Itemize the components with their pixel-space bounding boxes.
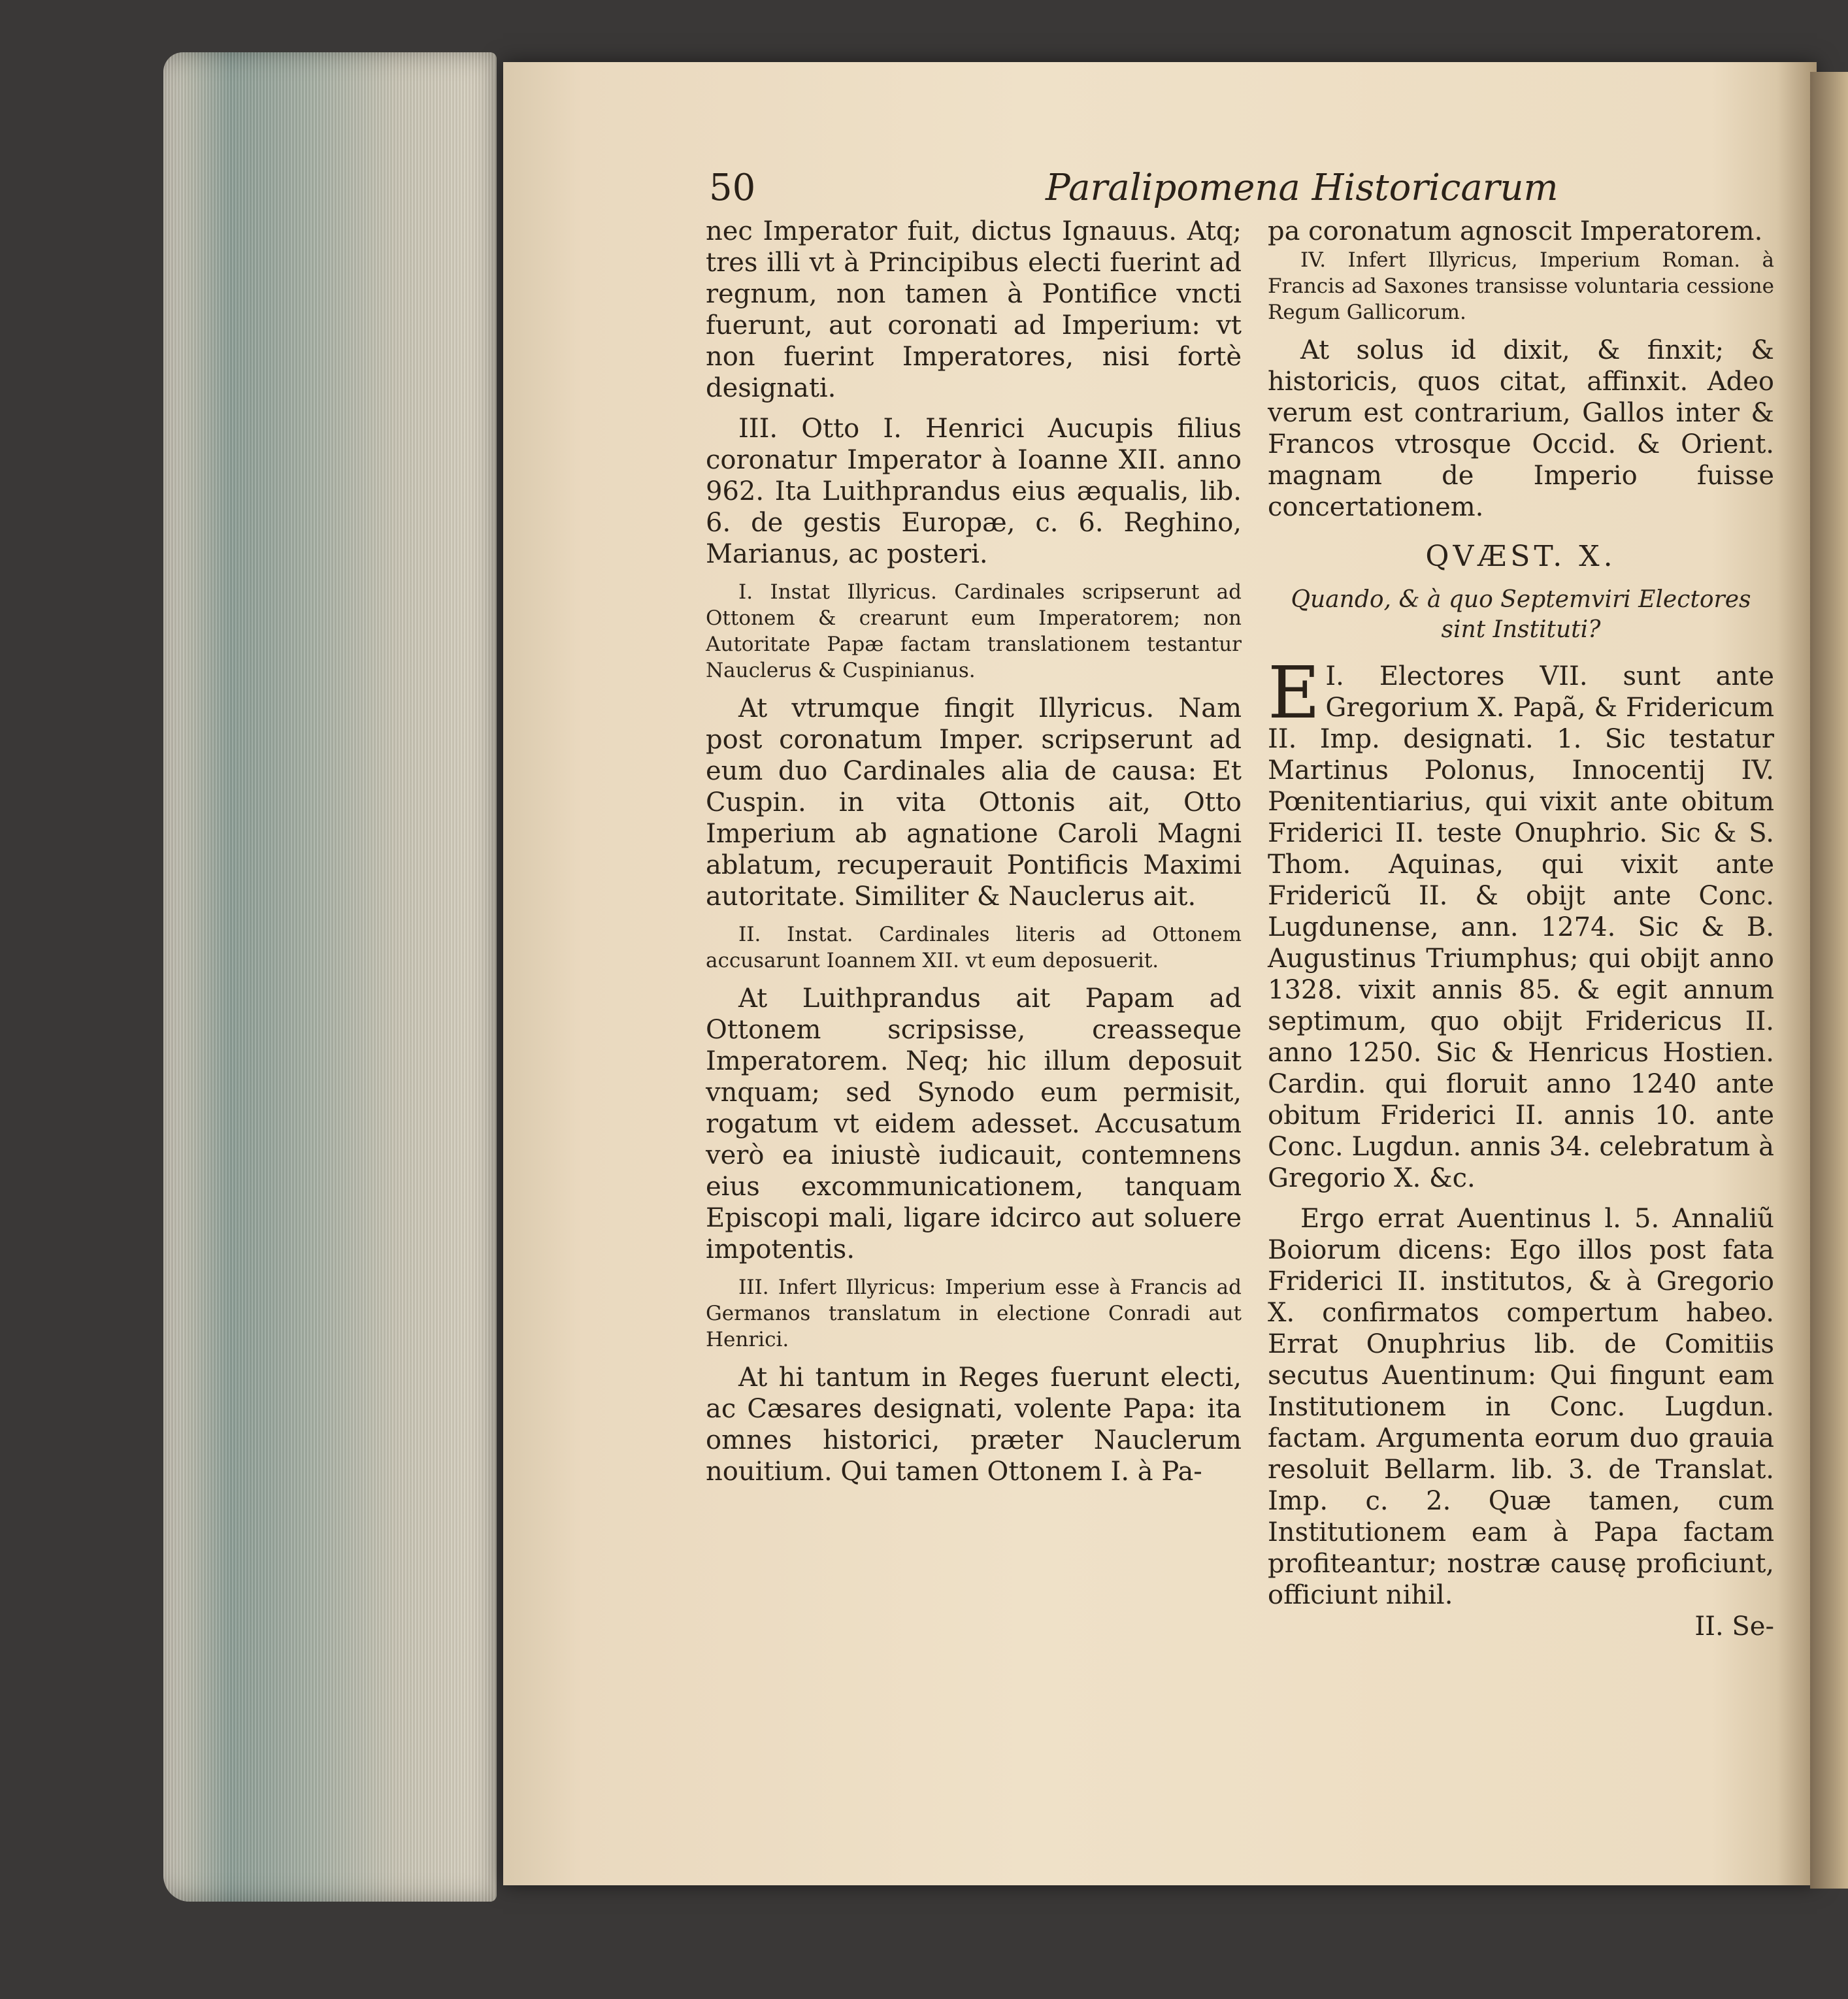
question-subheading: Quando, & à quo Septemviri Electores sint Instituti? [1291, 586, 1751, 643]
page-number: 50 [709, 167, 756, 209]
paragraph: At hi tantum in Reges fuerunt electi, ac Cæsares designati, volente Papa: ita omnes historici, præter Nauclerum nouitium. Qui tamen Ottonem I. à Pa- [706, 1363, 1242, 1487]
paragraph: III. Otto I. Henrici Aucupis filius coronatur Imperator à Ioanne XII. anno 962. Ita Luithprandus eius æqualis, lib. 6. de gestis Europæ, c. 6. Reghino, Marianus, ac posteri. [706, 414, 1242, 569]
paragraph: I. Instat Illyricus. Cardinales scripserunt ad Ottonem & crearunt eum Imperatorem; non Autoritate Papæ factam translationem testantur Nauclerus & Cuspinianus. [706, 580, 1242, 682]
paragraph-text: I. Electores VII. sunt ante Gregorium X. Papã, & Fridericum II. Imp. designati. 1. Sic testatur Martinus Polonus, Innocentij IV. Pœnitentiarius, qui vixit ante obitum Friderici II. teste Onuphrio. Sic & S. Thom. Aquinas, qui vixit ante Fridericũ II. & obijt ante Conc. Lugdunense, ann. 1274. Sic & B. Augustinus Triumphus; qui obijt anno 1328. vixit annis 85. & egit annum septimum, quo obijt Fridericus II. anno 1250. Sic & Henricus Hostien. Cardin. qui floruit anno 1240 ante obitum Friderici II. annis 10. ante Conc. Lugdun. annis 34. celebratum à Gregorio X. &c. [1268, 661, 1774, 1193]
book-page-edges [163, 52, 497, 1902]
paragraph: nec Imperator fuit, dictus Ignauus. Atq; tres illi vt à Principibus electi fuerint ad regnum, non tamen à Pontifice vncti fuerunt, aut coronati ad Imperium: vt non fuerint Imperatores, nisi fortè designati. [706, 216, 1242, 403]
right-column [1268, 216, 1774, 1642]
paragraph: At solus id dixit, & finxit; & historicis, quos citat, affinxit. Adeo verum est contrarium, Gallos inter & Francos vtrosque Occid. & Orient. magnam de Imperio fuisse concertationem. [1268, 335, 1774, 522]
facing-page-edge [1810, 72, 1848, 1889]
left-column [706, 216, 1242, 1487]
paragraph: pa coronatum agnoscit Imperatorem. [1268, 216, 1763, 246]
running-title: Paralipomena Historicarum [1046, 167, 1559, 209]
paragraph: IV. Infert Illyricus, Imperium Roman. à Francis ad Saxones transisse voluntaria cessione Regum Gallicorum. [1268, 248, 1774, 324]
paragraph: Ergo errat Auentinus l. 5. Annaliũ Boiorum dicens: Ego illos post fata Friderici II. institutos, & à Gregorio X. confirmatos compertum habeo. Errat Onuphrius lib. de Comitiis secutus Auentinum: Qui fingunt eam Institutionem in Conc. Lugdun. factam. Argumenta eorum duo grauia resoluit Bellarm. lib. 3. de Translat. Imp. c. 2. Quæ tamen, cum Institutionem eam à Papa factam profiteantur; nostræ causę proficiunt, officiunt nihil. [1268, 1204, 1774, 1610]
paragraph: At vtrumque fingit Illyricus. Nam post coronatum Imper. scripserunt ad eum duo Cardinales alia de causa: Et Cuspin. in vita Ottonis ait, Otto Imperium ab agnatione Caroli Magni ablatum, recuperauit Pontificis Maximi autoritate. Similiter & Nauclerus ait. [706, 693, 1242, 912]
question-heading: QVÆST. X. [1425, 540, 1617, 573]
paragraph [1268, 651, 1774, 1194]
paragraph: At Luithprandus ait Papam ad Ottonem scripsisse, creasseque Imperatorem. Neq; hic illum deposuit vnquam; sed Synodo eum permisit, rogatum vt eidem adesset. Accusatum verò ea iniustè iudicauit, contemnens eius excommunicationem, tanquam Episcopi mali, ligare idcirco aut soluere impotentis. [706, 983, 1242, 1264]
catchword: II. Se- [1694, 1611, 1774, 1642]
paragraph: II. Instat. Cardinales literis ad Ottonem accusarunt Ioannem XII. vt eum deposuerit. [706, 923, 1242, 972]
drop-cap: E [1268, 651, 1321, 735]
paragraph: III. Infert Illyricus: Imperium esse à Francis ad Germanos translatum in electione Conradi aut Henrici. [706, 1276, 1242, 1351]
